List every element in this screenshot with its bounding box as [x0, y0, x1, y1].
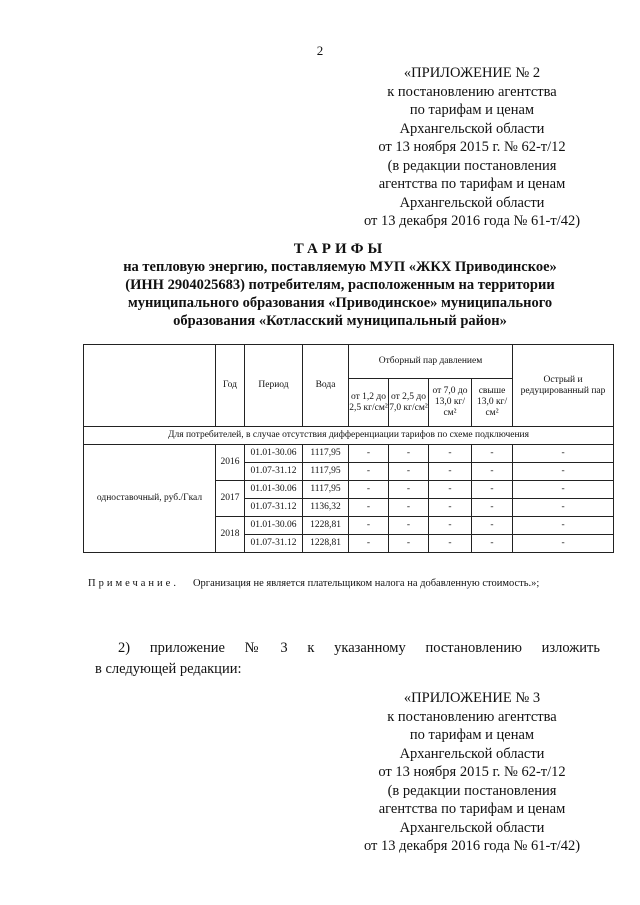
- p1-cell: -: [349, 463, 389, 481]
- note-text: Организация не является плательщиком налога на добавленную стоимость.»;: [192, 578, 540, 589]
- title-line: муниципального образования «Приводинское» муниципального: [127, 295, 553, 311]
- p2-cell: -: [389, 499, 429, 517]
- title-line: на тепловую энергию, поставляемую МУП «ЖКХ Приводинское»: [123, 259, 557, 275]
- appendix-3-header: [352, 689, 592, 856]
- water-cell: 1117,95: [303, 463, 349, 481]
- p4-cell: -: [472, 481, 513, 499]
- p4-cell: -: [472, 463, 513, 481]
- header-selected-steam: Отборный пар давлением: [349, 345, 513, 379]
- header-pressure-1: от 1,2 до 2,5 кг/см²: [349, 379, 389, 427]
- header-pressure-3: от 7,0 до 13,0 кг/см²: [429, 379, 472, 427]
- p2-cell: -: [389, 445, 429, 463]
- period-cell: 01.07-31.12: [245, 499, 303, 517]
- p3-cell: -: [429, 535, 472, 553]
- p4-cell: -: [472, 445, 513, 463]
- sharp-cell: -: [513, 445, 614, 463]
- p4-cell: -: [472, 535, 513, 553]
- p4-cell: -: [472, 517, 513, 535]
- appendix-line: Архангельской области: [399, 819, 545, 836]
- p3-cell: -: [429, 481, 472, 499]
- note-label: Примечание.: [88, 578, 179, 589]
- sharp-cell: -: [513, 481, 614, 499]
- year-cell: 2017: [216, 481, 245, 517]
- period-cell: 01.01-30.06: [245, 517, 303, 535]
- appendix-line: Архангельской области: [399, 745, 545, 762]
- sharp-cell: -: [513, 463, 614, 481]
- water-cell: 1228,81: [303, 517, 349, 535]
- appendix-line: к постановлению агентства: [387, 83, 557, 100]
- p3-cell: -: [429, 463, 472, 481]
- title-heading: ТАРИФЫ: [293, 241, 387, 257]
- table-note: [88, 576, 608, 591]
- appendix-line: агентства по тарифам и ценам: [378, 176, 566, 192]
- appendix-line: от 13 декабря 2016 года № 61-т/42): [363, 213, 581, 229]
- appendix-2-header: [352, 64, 592, 231]
- p3-cell: -: [429, 517, 472, 535]
- appendix-line: «ПРИЛОЖЕНИЕ № 3: [403, 690, 541, 706]
- appendix-line: «ПРИЛОЖЕНИЕ № 2: [403, 65, 541, 81]
- appendix-line: Архангельской области: [399, 120, 545, 137]
- water-cell: 1136,32: [303, 499, 349, 517]
- p1-cell: -: [349, 445, 389, 463]
- header-sharp-steam: Острый и редуцированный пар: [513, 345, 614, 427]
- header-year: Год: [216, 345, 245, 427]
- appendix-line: по тарифам и ценам: [409, 102, 535, 118]
- period-cell: 01.07-31.12: [245, 463, 303, 481]
- year-cell: 2018: [216, 517, 245, 553]
- tariff-title: [60, 240, 620, 330]
- period-cell: 01.07-31.12: [245, 535, 303, 553]
- p1-cell: -: [349, 481, 389, 499]
- sharp-cell: -: [513, 517, 614, 535]
- header-water: Вода: [303, 345, 349, 427]
- row-label: одноставочный, руб./Гкал: [84, 445, 216, 553]
- p3-cell: -: [429, 499, 472, 517]
- table-section-row: Для потребителей, в случае отсутствия дифференциации тарифов по схеме подключения: [84, 427, 614, 445]
- sharp-cell: -: [513, 535, 614, 553]
- title-line: образования «Котласский муниципальный район»: [173, 313, 507, 329]
- p1-cell: -: [349, 517, 389, 535]
- p1-cell: -: [349, 535, 389, 553]
- header-pressure-2: от 2,5 до 7,0 кг/см²: [389, 379, 429, 427]
- header-period: Период: [245, 345, 303, 427]
- p2-cell: -: [389, 463, 429, 481]
- appendix-line: агентства по тарифам и ценам: [378, 801, 566, 817]
- appendix-line: (в редакции постановления: [387, 782, 557, 799]
- p2-cell: -: [389, 535, 429, 553]
- p3-cell: -: [429, 445, 472, 463]
- water-cell: 1117,95: [303, 445, 349, 463]
- appendix-line: по тарифам и ценам: [409, 727, 535, 743]
- header-pressure-4: свыше 13,0 кг/см²: [472, 379, 513, 427]
- p4-cell: -: [472, 499, 513, 517]
- paragraph-line-1: 2) приложение № 3 к указанному постановлению изложить: [118, 640, 600, 656]
- water-cell: 1228,81: [303, 535, 349, 553]
- appendix-line: от 13 ноября 2015 г. № 62-т/12: [378, 139, 566, 155]
- appendix-line: от 13 ноября 2015 г. № 62-т/12: [378, 764, 566, 780]
- appendix-line: (в редакции постановления: [387, 157, 557, 174]
- appendix-line: к постановлению агентства: [387, 708, 557, 725]
- sharp-cell: -: [513, 499, 614, 517]
- tariff-table: [83, 344, 614, 553]
- period-cell: 01.01-30.06: [245, 481, 303, 499]
- p1-cell: -: [349, 499, 389, 517]
- appendix-line: Архангельской области: [399, 194, 545, 211]
- page-number: 2: [316, 43, 324, 58]
- appendix-line: от 13 декабря 2016 года № 61-т/42): [363, 838, 581, 854]
- p2-cell: -: [389, 481, 429, 499]
- year-cell: 2016: [216, 445, 245, 481]
- table-row: [84, 445, 614, 463]
- paragraph-line-2: в следующей редакции:: [95, 661, 242, 677]
- water-cell: 1117,95: [303, 481, 349, 499]
- header-blank: [84, 345, 216, 427]
- title-line: (ИНН 2904025683) потребителям, расположенным на территории: [125, 277, 555, 293]
- period-cell: 01.01-30.06: [245, 445, 303, 463]
- p2-cell: -: [389, 517, 429, 535]
